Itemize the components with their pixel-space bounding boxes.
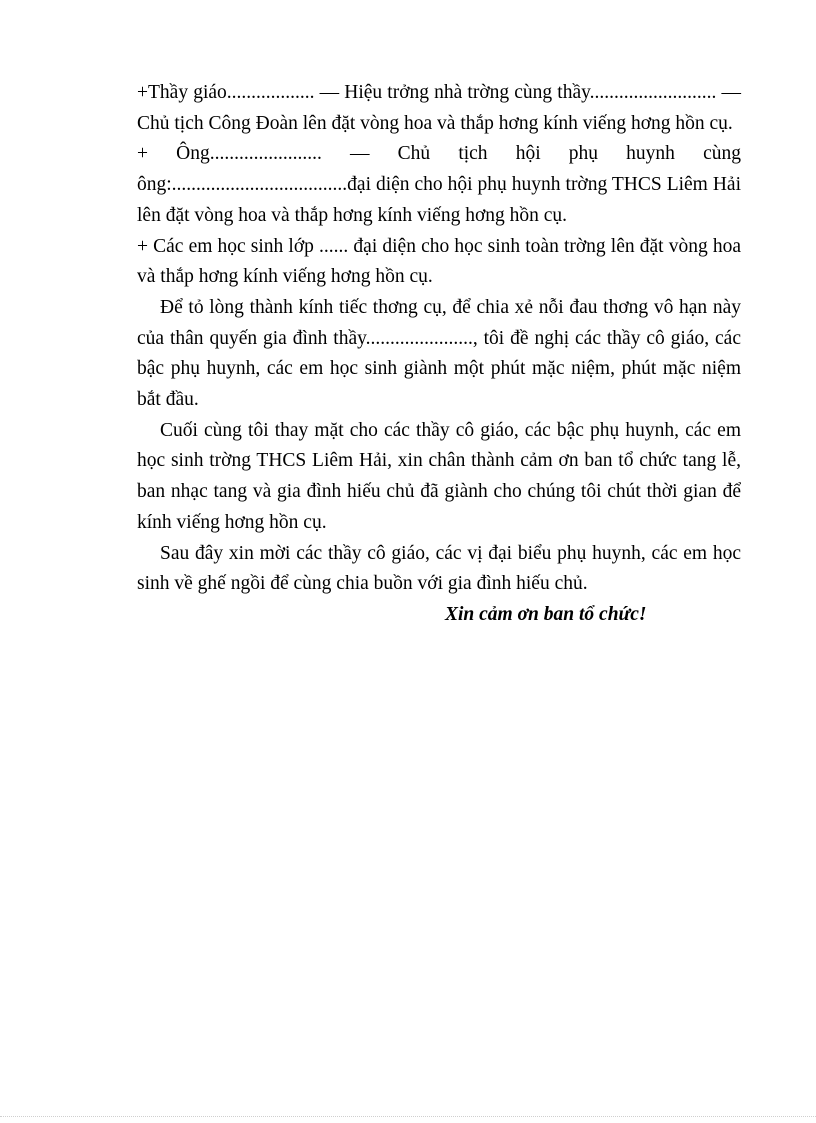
paragraph-moment-of-silence: Để tỏ lòng thành kính tiếc thơng cụ, để chia xẻ nỗi đau thơng vô hạn này của thân quyến gia đình thầy......................, tôi đề nghị các thầy cô giáo, các bậc phụ huynh, các em học sinh giành một phút mặc niệm, phút mặc niệm bắt đầu.	[137, 296, 741, 411]
closing-line: Xin cảm ơn ban tổ chức!	[445, 603, 647, 625]
paragraph-students-wreath: + Các em học sinh lớp ...... đại diện cho học sinh toàn trờng lên đặt vòng hoa và thắp hơng kính viếng hơng hồn cụ.	[137, 235, 741, 288]
paragraph-parents-wreath: + Ông....................... — Chủ tịch hội phụ huynh cùng ông:....................................đại diện cho hội phụ huynh trờng THCS Liêm Hải lên đặt vòng hoa và thắp hơng kính viếng hơng hồn cụ.	[137, 143, 741, 226]
paragraph-teacher-wreath: +Thầy giáo.................. — Hiệu trởng nhà trờng cùng thầy.......................... — Chủ tịch Công Đoàn lên đặt vòng hoa và thắp hơng kính viếng hơng hồn cụ.	[137, 82, 741, 134]
page-bottom-divider	[0, 1116, 816, 1117]
paragraph-thanks: Cuối cùng tôi thay mặt cho các thầy cô giáo, các bậc phụ huynh, các em học sinh trờng THCS Liêm Hải, xin chân thành cảm ơn ban tổ chức tang lễ, ban nhạc tang và gia đình hiếu chủ đã giành cho chúng tôi chút thời gian để kính viếng hơng hồn cụ.	[137, 419, 741, 533]
document-page	[137, 78, 741, 631]
paragraph-invitation: Sau đây xin mời các thầy cô giáo, các vị đại biểu phụ huynh, các em học sinh về ghế ngồi để cùng chia buồn với gia đình hiếu chủ.	[137, 542, 741, 595]
